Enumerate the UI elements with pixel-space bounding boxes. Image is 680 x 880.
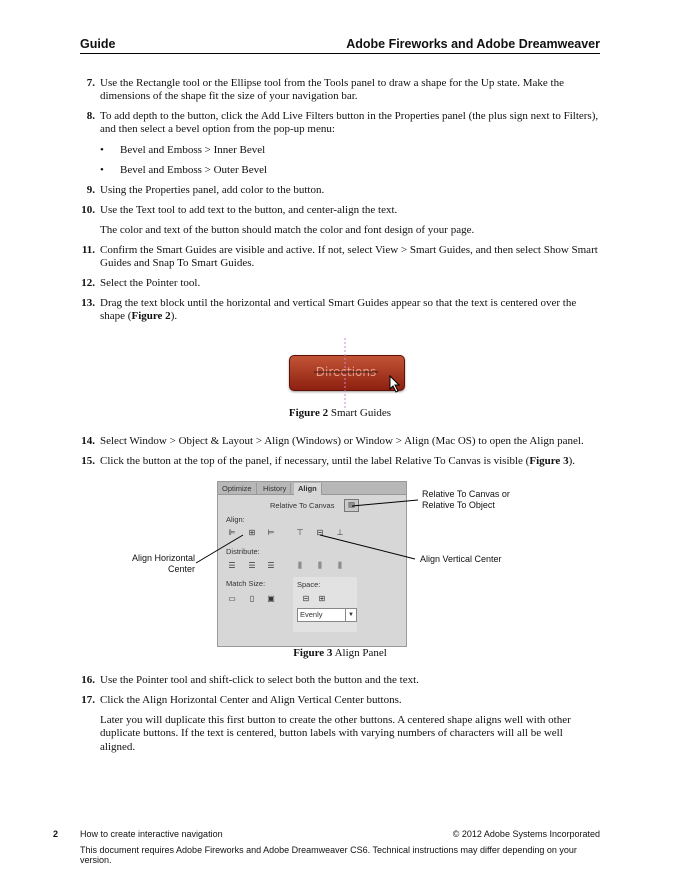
align-bottom-button[interactable]: ⊥ xyxy=(336,528,344,537)
bullet-outer-bevel xyxy=(100,164,267,177)
canvas-icon: ▤ xyxy=(347,500,356,509)
space-group xyxy=(293,577,357,632)
step-17 xyxy=(80,694,600,707)
footer-note: This document requires Adobe Fireworks and Adobe Dreamweaver CS6. Technical instructions may differ depending on your version. xyxy=(80,845,577,865)
step-11 xyxy=(80,244,600,271)
space-vertical-button[interactable]: ⊟ xyxy=(302,594,310,603)
callout-align-horizontal-center: Align Horizontal Center xyxy=(131,553,195,574)
step-text-part: ). xyxy=(568,455,575,467)
step-text: Use the Text tool to add text to the button, and center-align the text. xyxy=(100,204,398,216)
step-number: 10. xyxy=(81,204,95,216)
bullet-text: Bevel and Emboss > Outer Bevel xyxy=(120,164,268,176)
align-left-button[interactable]: ⊫ xyxy=(228,528,236,537)
match-size-label: Match Size: xyxy=(226,579,266,588)
tab-align[interactable]: Align xyxy=(294,483,322,495)
step-number: 11. xyxy=(81,244,95,256)
match-both-button[interactable]: ▣ xyxy=(267,594,275,603)
step-8 xyxy=(80,110,600,137)
figure-2-caption xyxy=(0,407,680,419)
space-select-value: Evenly xyxy=(300,610,323,619)
caption-label: Figure 2 xyxy=(288,407,329,419)
step-text: Use the Pointer tool and shift-click to select both the button and the text. xyxy=(100,674,419,686)
align-vertical-center-button[interactable]: ⊟ xyxy=(316,528,324,537)
chevron-down-icon: ▼ xyxy=(345,609,356,621)
caption-label: Figure 3 xyxy=(293,647,333,659)
callout-line-relative xyxy=(352,500,418,506)
footer-copyright: © 2012 Adobe Systems Incorporated xyxy=(452,829,600,839)
align-section-label: Align: xyxy=(226,515,245,524)
step-text: Select Window > Object & Layout > Align (Windows) or Window > Align (Mac OS) to open the Align panel. xyxy=(100,435,584,447)
step-7 xyxy=(80,77,600,104)
step-text: Use the Rectangle tool or the Ellipse tool from the Tools panel to draw a shape for the Up state. Make the dimensions of the shape fit the size of your navigation bar. xyxy=(100,77,564,103)
caption-text: Smart Guides xyxy=(330,407,392,419)
step-10 xyxy=(80,204,600,217)
step-number: 13. xyxy=(81,297,95,309)
tab-history[interactable]: History xyxy=(259,483,291,494)
step-text: Click the Align Horizontal Center and Align Vertical Center buttons. xyxy=(100,694,402,706)
tab-optimize[interactable]: Optimize xyxy=(218,483,257,494)
step-number: 16. xyxy=(81,674,95,686)
pointer-cursor-icon xyxy=(390,376,399,392)
callout-line-v-center xyxy=(320,535,415,559)
step-text: Confirm the Smart Guides are visible and active. If not, select View > Smart Guides, and then select Show Smart Guides and Snap To Smart Guides. xyxy=(100,244,598,270)
align-horizontal-center-button[interactable]: ⊞ xyxy=(248,528,256,537)
step-13 xyxy=(80,297,600,324)
step-15 xyxy=(80,455,600,468)
step-text-part: Click the button at the top of the panel, if necessary, until the label Relative To Canvas is visible ( xyxy=(100,455,530,467)
distribute-left-button[interactable]: ⫼ xyxy=(298,561,302,570)
align-right-button[interactable]: ⊨ xyxy=(267,528,275,537)
step-text xyxy=(100,297,600,324)
align-top-button[interactable]: ⊤ xyxy=(296,528,304,537)
step-9 xyxy=(80,184,600,197)
step-number: 8. xyxy=(86,110,95,122)
page-number: 2 xyxy=(53,829,59,839)
step-16 xyxy=(80,674,600,687)
step-14 xyxy=(80,435,600,448)
callout-align-vertical-center: Align Vertical Center xyxy=(420,554,502,564)
bullet-text: Bevel and Emboss > Inner Bevel xyxy=(120,144,266,156)
step-text: Select the Pointer tool. xyxy=(100,277,201,289)
distribute-top-button[interactable]: ☰ xyxy=(228,561,236,570)
step-text-part: ). xyxy=(170,310,178,323)
page-header xyxy=(80,37,600,54)
smart-guides-overlay xyxy=(280,338,420,410)
step-number: 12. xyxy=(81,277,95,289)
figure-ref: Figure 3 xyxy=(529,455,569,467)
space-section-label: Space: xyxy=(297,580,321,589)
caption-text: Align Panel xyxy=(334,647,387,659)
callout-lines xyxy=(190,495,430,575)
space-horizontal-button[interactable]: ⊞ xyxy=(318,594,326,603)
distribute-section-label: Distribute: xyxy=(226,547,260,556)
step-text-part: Drag the text block until the horizontal and vertical Smart Guides appear so that the text is centered over the shape ( xyxy=(100,297,577,323)
step-10-note: The color and text of the button should match the color and font design of your page. xyxy=(100,224,475,236)
figure-ref: Figure 2 xyxy=(131,310,171,323)
header-title: Adobe Fireworks and Adobe Dreamweaver xyxy=(346,37,600,51)
distribute-center-button[interactable]: ☰ xyxy=(248,561,256,570)
step-text: Using the Properties panel, add color to the button. xyxy=(100,184,325,196)
match-height-button[interactable]: ▯ xyxy=(249,594,255,603)
step-number: 15. xyxy=(81,455,95,467)
panel-tab-bar xyxy=(218,482,406,495)
distribute-right-button[interactable]: ⫼ xyxy=(338,561,342,570)
step-text xyxy=(100,455,600,468)
step-number: 9. xyxy=(86,184,95,196)
distribute-hcenter-button[interactable]: ⫼ xyxy=(318,561,322,570)
header-guide-label: Guide xyxy=(80,37,116,51)
step-number: 17. xyxy=(81,694,95,706)
callout-relative-to: Relative To Canvas or Relative To Object xyxy=(422,489,510,510)
step-17-note: Later you will duplicate this first button to create the other buttons. A centered shape aligns well with other duplicate buttons. If the text is centered, button labels with varying numbers of characters will all be well aligned. xyxy=(100,714,571,753)
match-width-button[interactable]: ▭ xyxy=(228,594,236,603)
distribute-bottom-button[interactable]: ☰ xyxy=(267,561,275,570)
relative-to-label: Relative To Canvas xyxy=(270,501,335,510)
space-select[interactable] xyxy=(297,608,357,622)
callout-line-h-center xyxy=(196,535,243,563)
footer-title: How to create interactive navigation xyxy=(80,829,223,839)
step-number: 14. xyxy=(81,435,95,447)
step-text: To add depth to the button, click the Add Live Filters button in the Properties panel (the plus sign next to Filters), and then select a bevel option from the pop-up menu: xyxy=(100,110,599,136)
bullet-mark: • xyxy=(100,144,104,156)
bullet-mark: • xyxy=(100,164,104,176)
step-12 xyxy=(80,277,600,290)
figure-3-caption xyxy=(0,647,680,659)
bullet-inner-bevel xyxy=(100,144,265,157)
directions-button-label: Directions xyxy=(315,365,377,379)
step-number: 7. xyxy=(86,77,95,89)
